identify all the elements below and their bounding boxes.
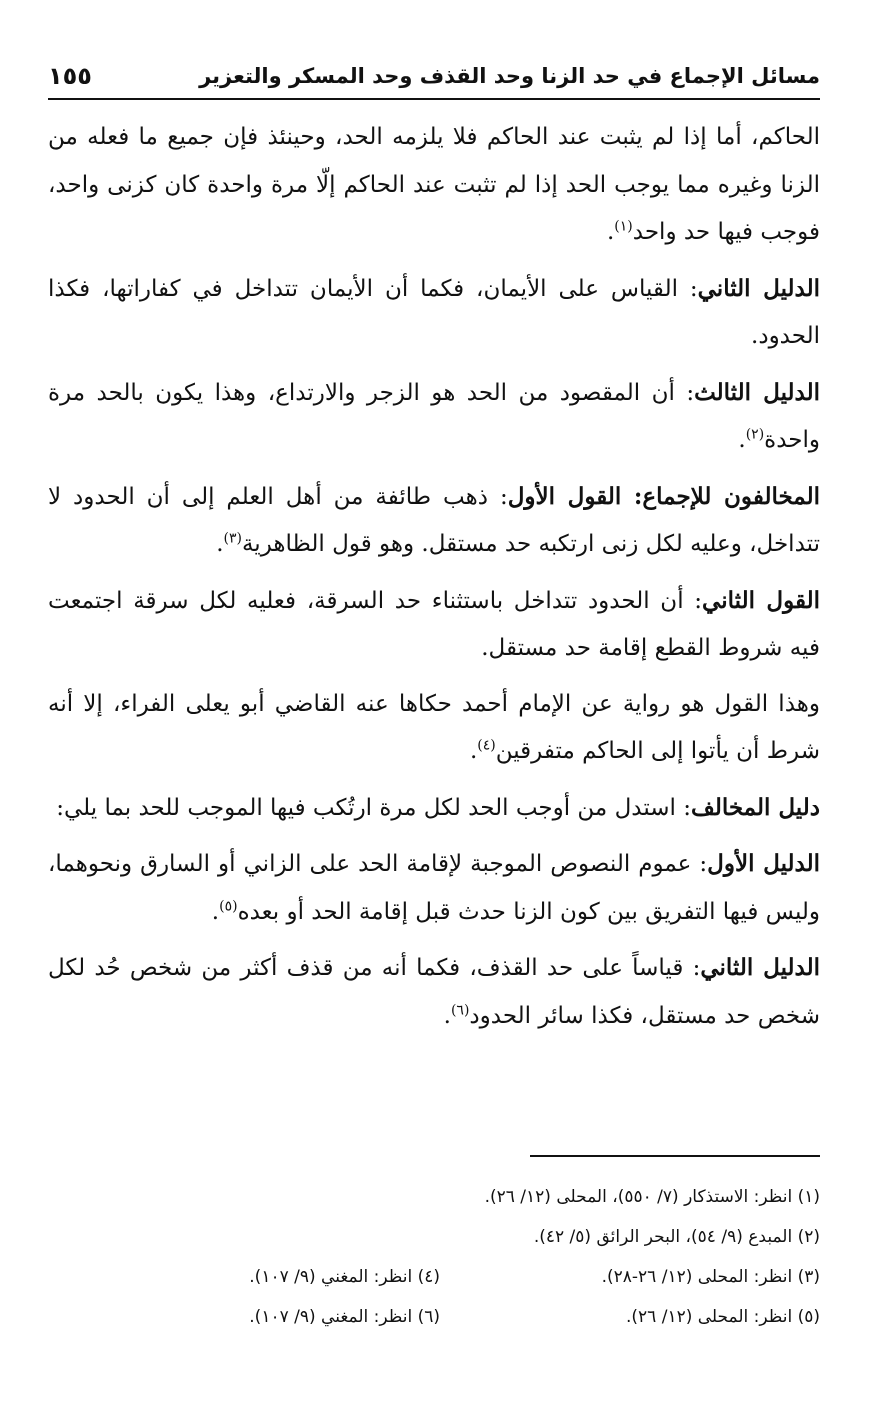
paragraph-heading: الدليل الثاني [700,954,820,981]
running-header [48,52,820,100]
paragraph-second-view [48,577,820,673]
paragraph-text: : القياس على الأيمان، فكما أن الأيمان تتداخل في كفاراتها، فكذا الحدود. [48,275,820,349]
footnote-row [48,1257,820,1297]
paragraph-first-evidence [48,840,820,936]
footnote-1: (١) انظر: الاستذكار (٧/ ٥٥٠)، المحلى (١٢/ ٢٦). [484,1187,820,1207]
running-title: مسائل الإجماع في حد الزنا وحد القذف وحد المسكر والتعزير [199,64,820,88]
paragraph-opponents-first-view [48,473,820,569]
footnote-ref-4: (٤) [477,737,496,754]
footnote-ref-3: (٣) [223,530,242,547]
paragraph-text: : استدل من أوجب الحد لكل مرة ارتُكب فيها الموجب للحد بما يلي: [56,794,692,821]
footnotes [48,1177,820,1337]
paragraph-text: الحاكم، أما إذا لم يثبت عند الحاكم فلا يلزمه الحد، وحينئذ فإن جميع ما فعله من الزنا وغيره مما يوجب الحد إذا لم تثبت عند الحاكم إلّا مرة واحدة كان كزنى واحد، فوجب فيها حد واحد [48,124,820,245]
paragraph-text: : قياساً على حد القذف، فكما أنه من قذف أكثر من شخص حُد لكل شخص حد مستقل، فكذا سائر الحدود [48,955,820,1029]
book-page [48,52,820,1372]
footnote-ref-2: (٢) [745,426,765,443]
paragraph-second-evidence [48,265,820,361]
paragraph-qadhf-analogy [48,944,820,1040]
body-text [48,114,820,1040]
paragraph-end: . [216,531,224,557]
footnote-ref-6: (٦) [450,1001,470,1018]
footnote-5: (٥) انظر: المحلى (١٢/ ٢٦). [626,1307,820,1327]
paragraph-third-evidence [48,369,820,465]
footnote-ref-5: (٥) [219,897,238,914]
footnote-6: (٦) انظر: المغني (٩/ ١٠٧). [249,1307,440,1327]
paragraph-end: . [606,219,615,245]
paragraph-text: : أن الحدود تتداخل باستثناء حد السرقة، فعليه لكل سرقة اجتمعت فيه شروط القطع إقامة حد مستقل. [48,587,820,661]
paragraph-heading: الدليل الثالث [694,378,820,406]
footnote-4: (٤) انظر: المغني (٩/ ١٠٧). [249,1267,440,1287]
paragraph-text: : ذهب طائفة من أهل العلم إلى أن الحدود لا تتداخل، وعليه لكل زنى ارتكبه حد مستقل. وهو قول الظاهرية [48,483,820,557]
footnote-row [48,1297,820,1337]
footnote-separator [530,1155,820,1157]
footnote-2: (٢) المبدع (٩/ ٥٤)، البحر الرائق (٥/ ٤٢). [533,1227,820,1247]
paragraph-ruler-judgment [48,114,820,257]
paragraph-heading: المخالفون للإجماع: القول الأول [507,482,821,510]
paragraph-end: . [469,738,478,764]
paragraph-ahmad-narration [48,681,820,776]
paragraph-text: وهذا القول هو رواية عن الإمام أحمد حكاها عنه القاضي أبو يعلى الفراء، إلا أنه شرط أن يأتوا إلى الحاكم متفرقين [48,690,820,764]
paragraph-end: . [443,1002,451,1029]
paragraph-heading: دليل المخالف [691,793,820,821]
paragraph-heading: الدليل الأول [707,850,821,877]
paragraph-text: : أن المقصود من الحد هو الزجر والارتداع، وهذا يكون بالحد مرة واحدة [48,379,820,453]
footnote-3: (٣) انظر: المحلى (١٢/ ٢٦-٢٨). [601,1267,820,1287]
paragraph-end: . [738,427,746,453]
paragraph-heading: القول الثاني [702,586,820,614]
paragraph-opponent-evidence [48,784,820,833]
page-number: ١٥٥ [48,62,92,90]
paragraph-heading: الدليل الثاني [697,274,820,302]
footnote-ref-1: (١) [614,218,633,235]
paragraph-text: : عموم النصوص الموجبة لإقامة الحد على الزاني أو السارق ونحوهما، وليس فيها التفريق بين كون الزنا حدث قبل إقامة الحد أو بعده [48,851,820,925]
paragraph-end: . [211,898,220,925]
